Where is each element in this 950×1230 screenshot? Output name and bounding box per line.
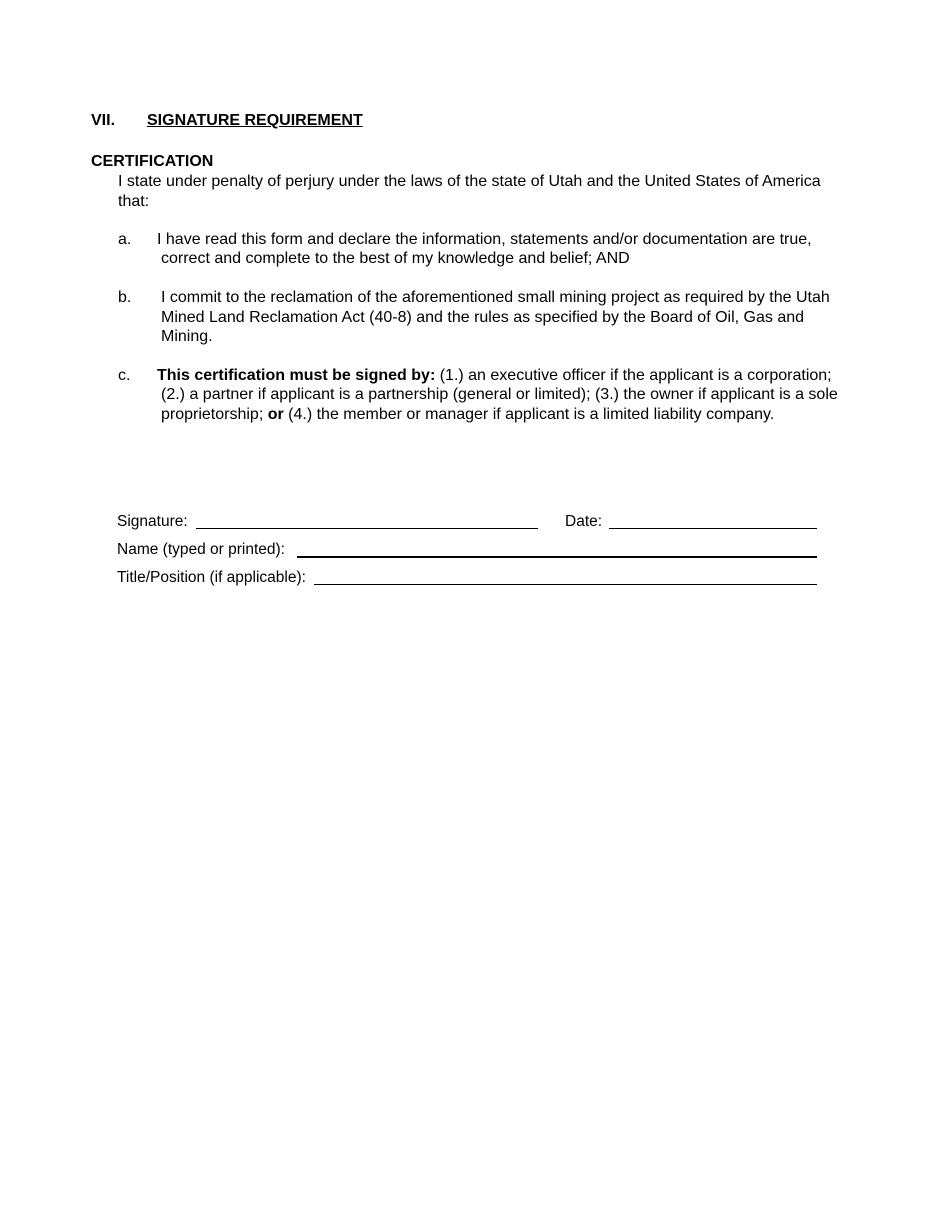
item-a-line-2: correct and complete to the best of my knowledge and belief; AND xyxy=(161,250,630,267)
item-c-line-3-pre: proprietorship; xyxy=(161,406,268,423)
item-c-line-2: (2.) a partner if applicant is a partnership (general or limited); (3.) the owner if applicant is a sole xyxy=(161,386,838,403)
title-label: Title/Position (if applicable): xyxy=(117,569,306,586)
section-number: VII. xyxy=(91,112,116,129)
item-b-line-3: Mining. xyxy=(161,328,213,345)
item-c-marker: c. xyxy=(118,367,131,384)
date-label: Date: xyxy=(565,513,603,530)
date-line[interactable] xyxy=(609,528,817,529)
intro-line-2: that: xyxy=(118,192,150,210)
intro-line-1: I state under penalty of perjury under the laws of the state of Utah and the United States of America xyxy=(118,173,821,190)
item-c-line-3-post: (4.) the member or manager if applicant is a limited liability company. xyxy=(283,406,775,423)
certification-intro xyxy=(118,172,821,211)
certification-heading: CERTIFICATION xyxy=(91,153,214,170)
item-b-marker: b. xyxy=(118,289,132,306)
name-line[interactable] xyxy=(297,556,817,558)
item-c-line-1-rest: (1.) an executive officer if the applicant is a corporation; xyxy=(435,367,832,384)
signature-label: Signature: xyxy=(117,513,188,530)
signature-line[interactable] xyxy=(196,528,538,529)
item-c-or: or xyxy=(267,406,284,423)
name-label: Name (typed or printed): xyxy=(117,541,285,558)
item-c-line-3 xyxy=(161,405,774,425)
item-a-marker: a. xyxy=(118,231,132,248)
title-line[interactable] xyxy=(314,584,817,585)
item-b-line-2: Mined Land Reclamation Act (40-8) and the rules as specified by the Board of Oil, Gas and xyxy=(161,308,805,326)
item-c-bold-lead: This certification must be signed by: xyxy=(157,367,436,384)
item-a-line-1: I have read this form and declare the information, statements and/or documentation are true, xyxy=(157,231,812,248)
section-title: SIGNATURE REQUIREMENT xyxy=(147,112,363,129)
item-b-text xyxy=(161,288,830,347)
item-c-line-1 xyxy=(157,366,832,386)
item-b-line-1: I commit to the reclamation of the aforementioned small mining project as required by the Utah xyxy=(161,289,830,306)
